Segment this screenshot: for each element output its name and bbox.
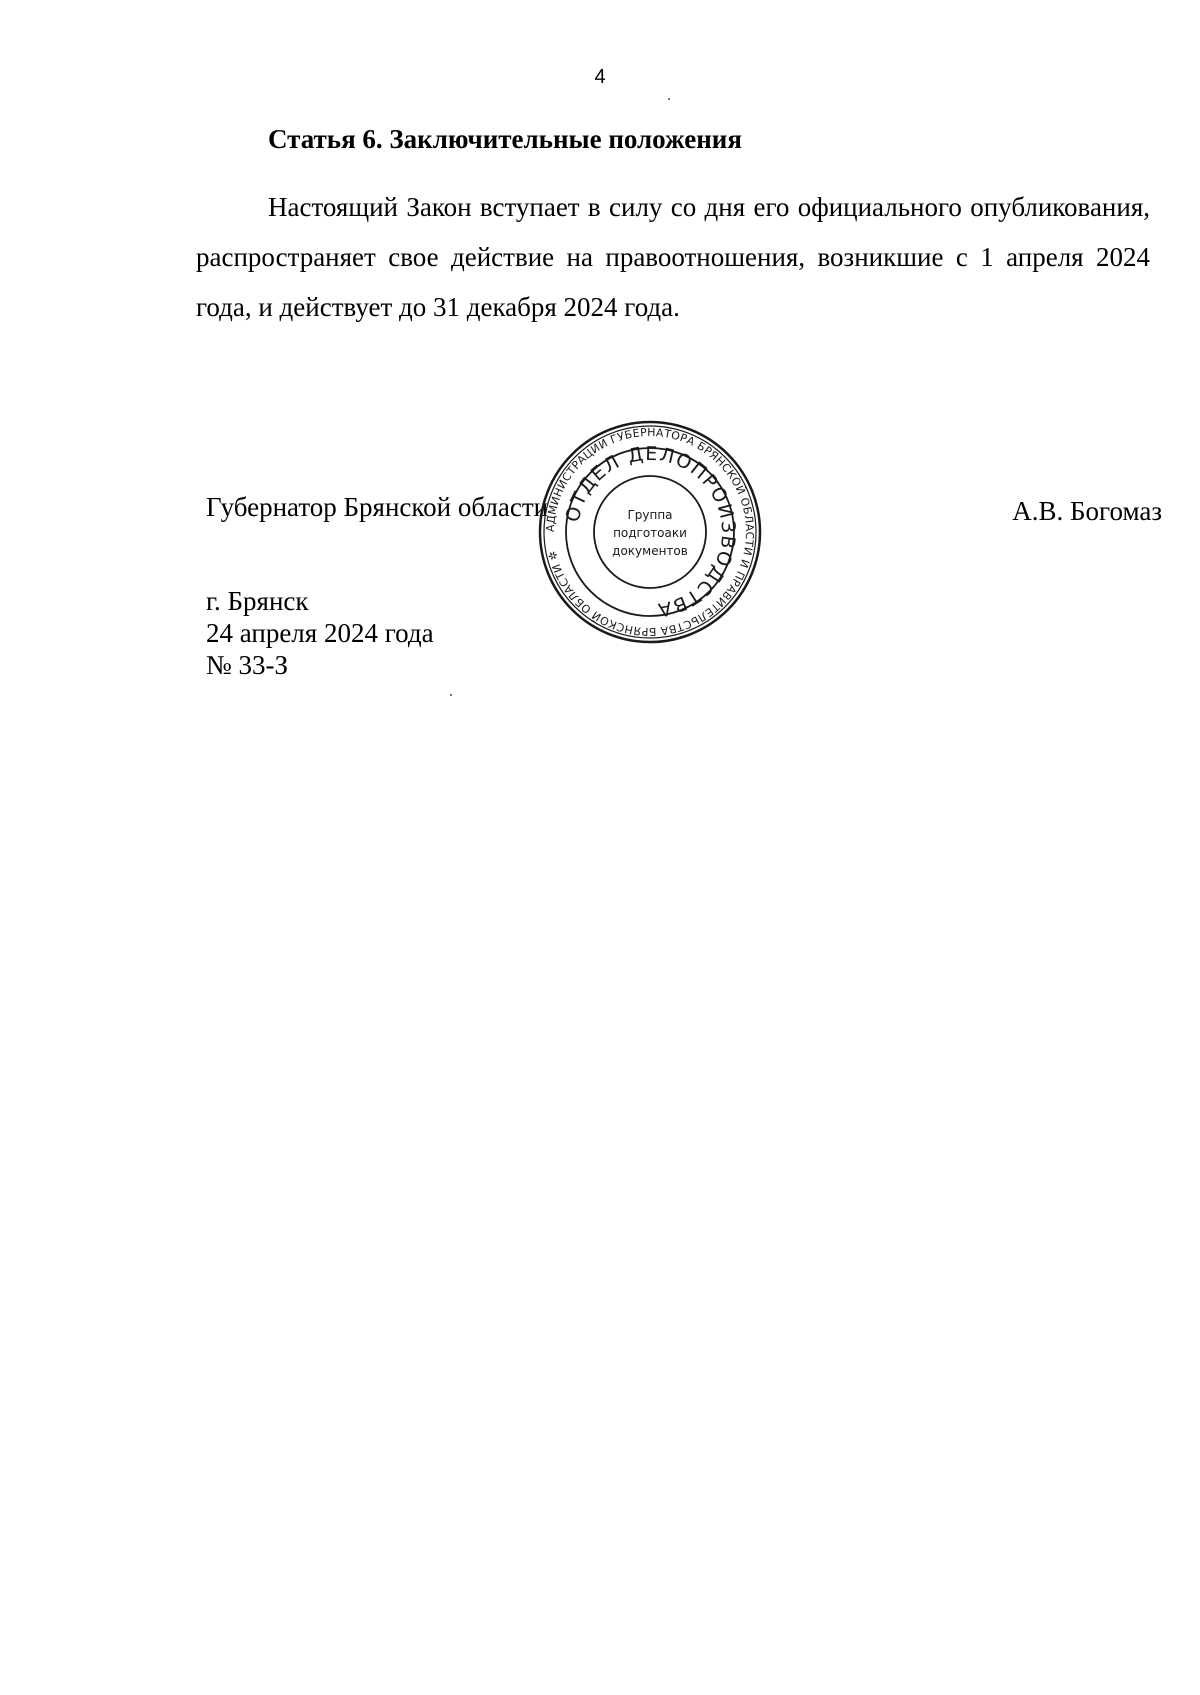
seal-outer-text: АДМИНИСТРАЦИИ ГУБЕРНАТОРА БРЯНСКОЙ ОБЛАСТИ И ПРАВИТЕЛЬСТВА БРЯНСКОЙ ОБЛАСТИ ✲ <box>543 425 757 639</box>
seal-center-line-1: Группа <box>627 508 673 522</box>
article-body: Настоящий Закон вступает в силу со дня его официального опубликования, распространяет свое действие на правоотношения, возникшие с 1 апреля 2024 года, и действует до 31 декабря 2024 года. <box>196 192 1150 322</box>
document-date: 24 апреля 2024 года <box>206 618 434 648</box>
seal-inner-text: ОТДЕЛ ДЕЛОПРОИЗВОДСТВА <box>561 442 740 621</box>
signer-title: Губернатор Брянской области <box>206 492 549 522</box>
scan-speck <box>668 98 670 100</box>
document-number: № 33-З <box>206 650 289 680</box>
page-number: 4 <box>594 66 606 88</box>
official-seal-stamp <box>538 420 762 644</box>
seal-center-line-3: документов <box>612 544 688 558</box>
article-heading: Статья 6. Заключительные положения <box>268 124 742 154</box>
seal-center-line-2: подготоаки <box>613 526 687 540</box>
signer-name: А.В. Богомаз <box>1012 496 1162 526</box>
document-city: г. Брянск <box>206 586 309 616</box>
place-date-number-block <box>206 585 434 681</box>
scan-speck <box>450 694 452 696</box>
